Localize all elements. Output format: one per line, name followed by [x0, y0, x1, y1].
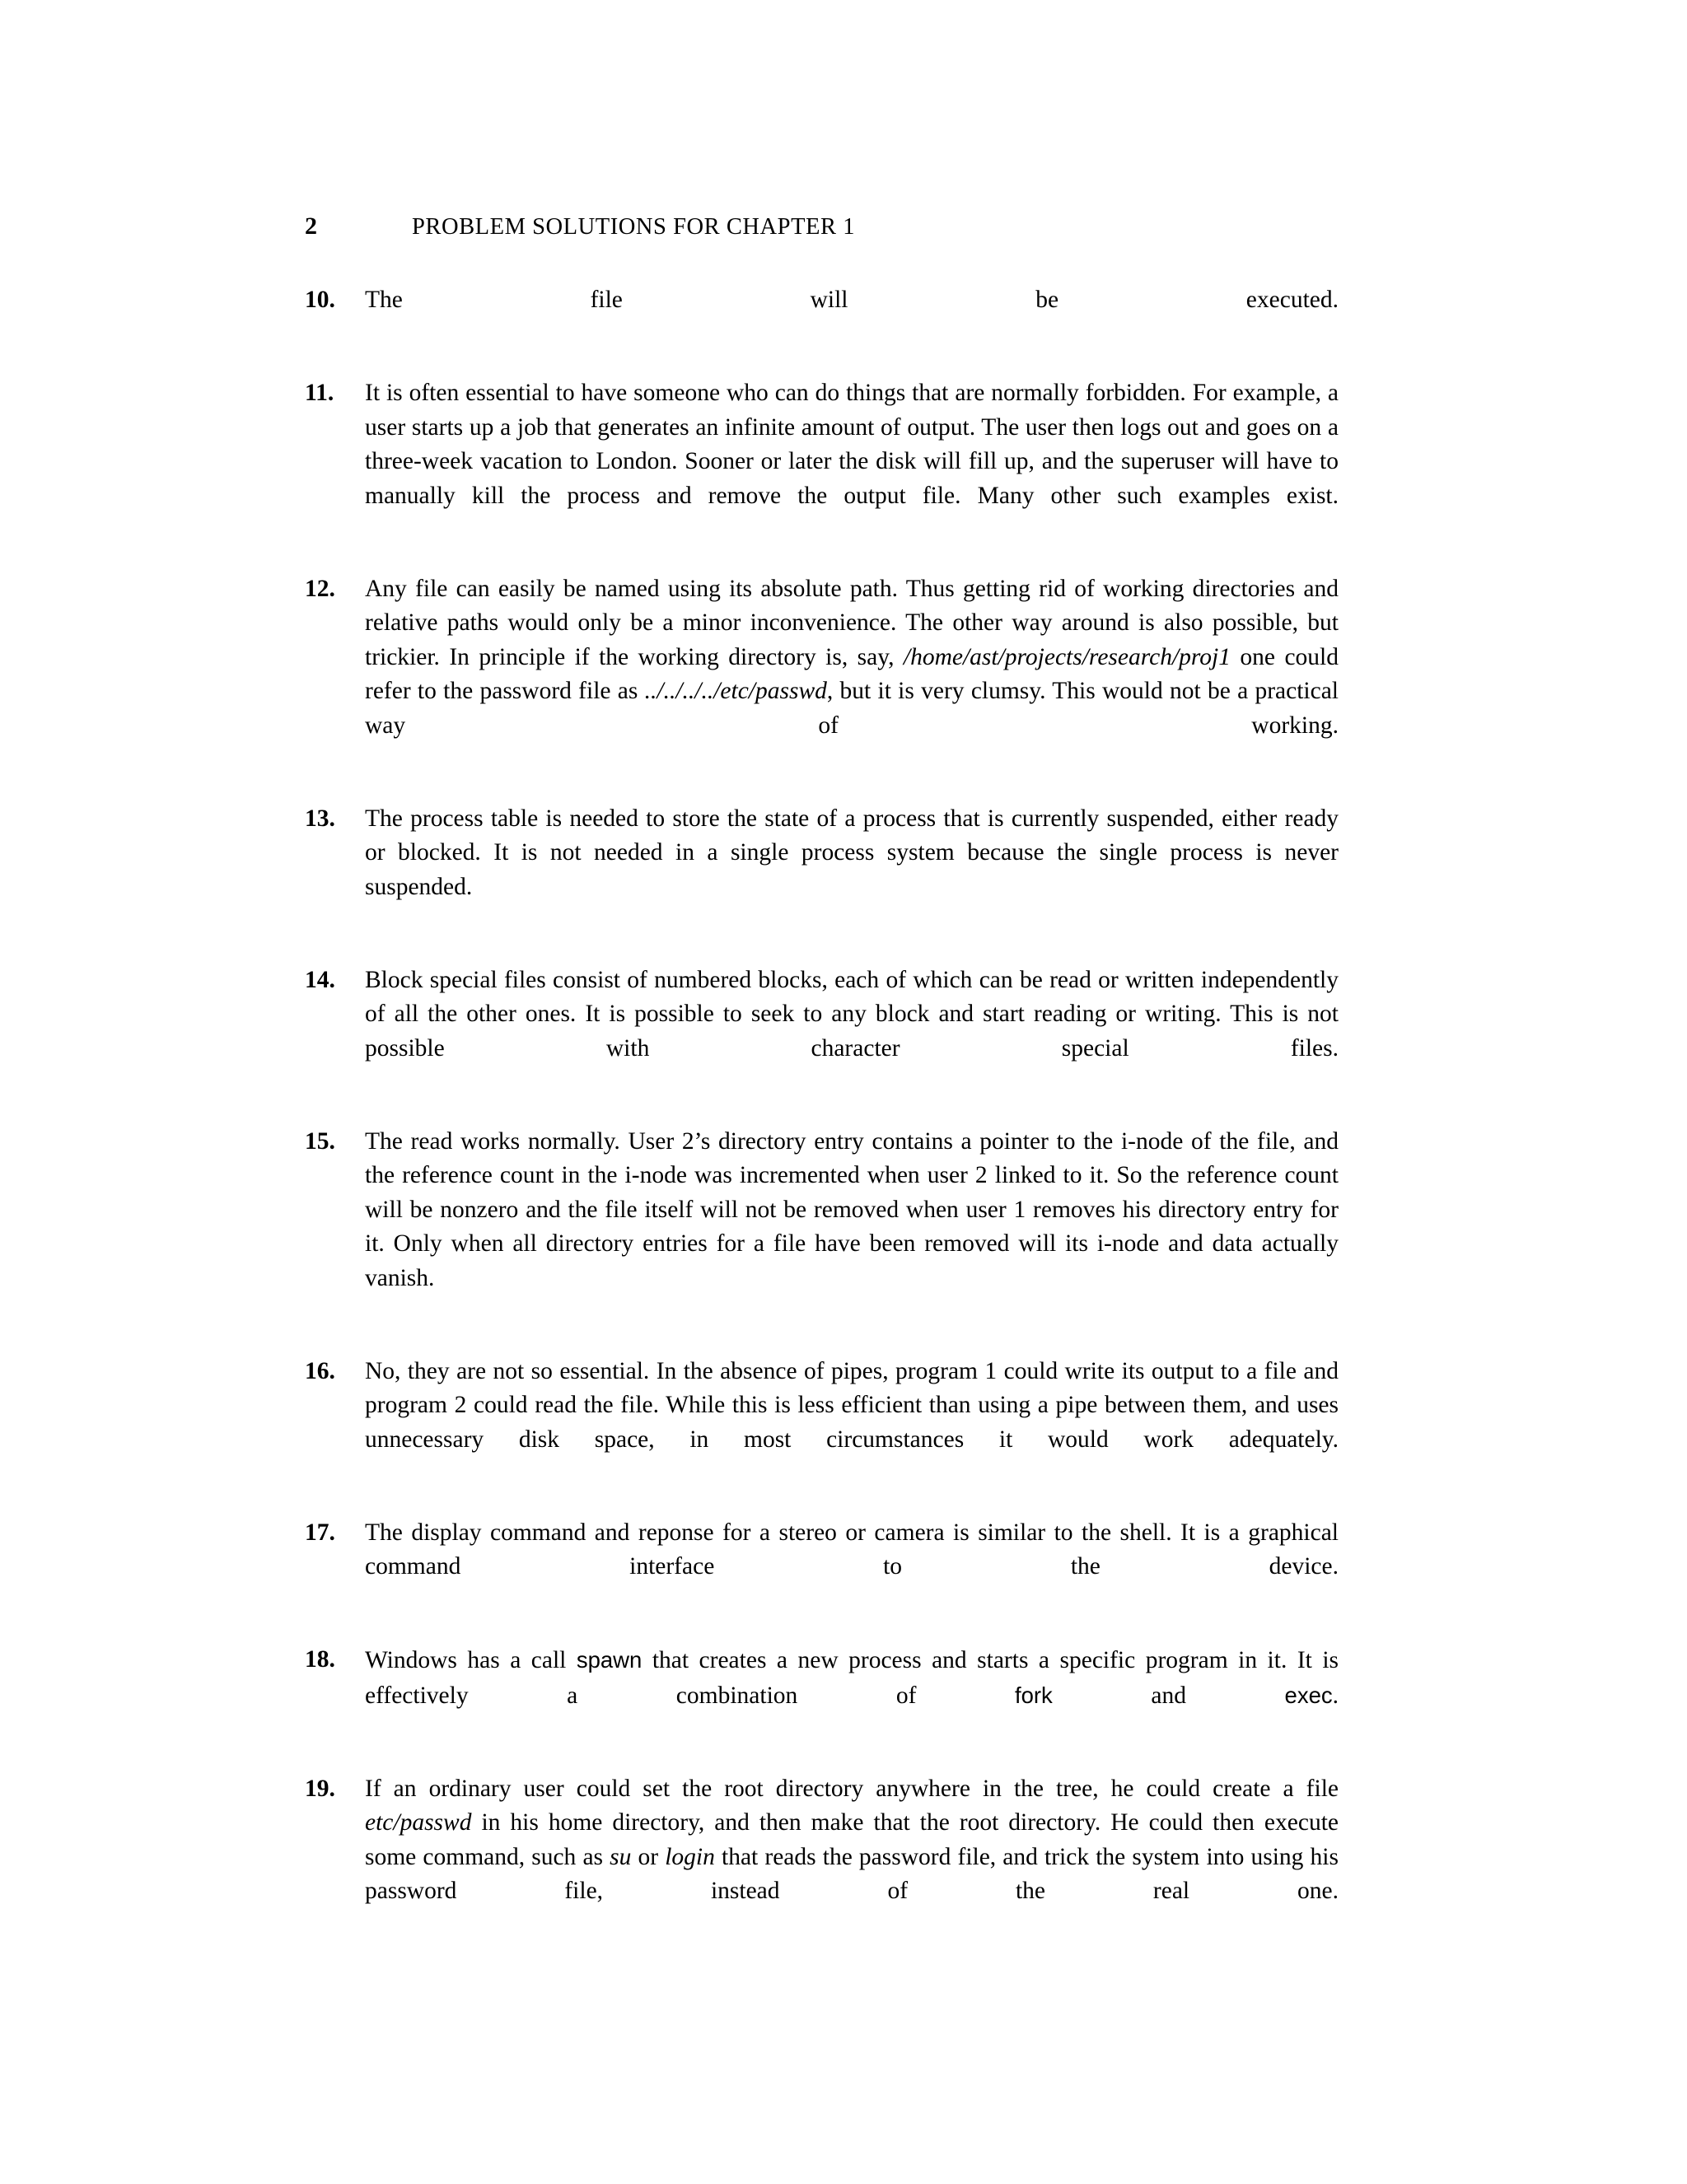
running-head-title: PROBLEM SOLUTIONS FOR CHAPTER 1 [412, 214, 856, 240]
solution-item-19 [305, 1772, 1339, 1944]
syscall-exec: exec [1284, 1682, 1333, 1708]
solution-item-10 [305, 283, 1339, 352]
item-number: 12. [305, 575, 335, 602]
item-number: 14. [305, 966, 335, 993]
item-text: Block special files consist of numbered blocks, each of which can be read or written independently of all the other ones. It is possible to seek to any block and start reading or writing. This is not possible with character special files. [365, 966, 1339, 1062]
item-text [365, 572, 1339, 777]
relative-path-emphasis: ../../../../etc/passwd [644, 678, 827, 704]
syscall-spawn: spawn [576, 1647, 643, 1673]
item-text: The display command and reponse for a stereo or camera is similar to the shell. It is a graphical command interface to the device. [365, 1519, 1339, 1580]
command-su-emphasis: su [610, 1843, 632, 1870]
item-text: It is often essential to have someone who can do things that are normally forbidden. For example, a user starts up a job that generates an infinite amount of output. The user then logs out and goes on a three-week vacation to London. Sooner or later the disk will fill up, and the superuser will have to manually kill the process and remove the output file. Many other such examples exist. [365, 380, 1339, 509]
solution-item-11 [305, 376, 1339, 548]
item-text-segment: in his home directory, and then make that the root directory. He could then execute some command, such as [365, 1809, 1339, 1870]
path-emphasis: /home/ast/projects/research/proj1 [903, 643, 1231, 670]
item-text [365, 1643, 1339, 1748]
item-number: 16. [305, 1357, 335, 1384]
item-text-segment: or [631, 1843, 666, 1870]
solution-item-18 [305, 1643, 1339, 1748]
solution-item-17 [305, 1516, 1339, 1619]
item-text-segment: , but it is very clumsy. This would not be a practical way of working. [365, 678, 1339, 739]
item-text-segment: Windows has a call [365, 1647, 577, 1673]
item-text-segment: If an ordinary user could set the root directory anywhere in the tree, he could create a file [365, 1775, 1339, 1802]
item-number: 19. [305, 1775, 335, 1802]
item-text: No, they are not so essential. In the absence of pipes, program 1 could write its output to a file and program 2 could read the file. While this is less efficient than using a pipe between them, and uses unnecessary disk space, in most circumstances it would work adequately. [365, 1357, 1339, 1453]
page-content [305, 212, 1339, 1943]
solutions-list [305, 283, 1339, 1943]
solution-item-16 [305, 1355, 1339, 1491]
item-text: The read works normally. User 2’s directory entry contains a pointer to the i-node of the file, and the reference count in the i-node was incremented when user 2 linked to it. So the reference count will be nonzero and the file itself will not be removed when user 1 removes his directory entry for it. Only when all directory entries for a file have been removed will its i-node and data actually vanish. [365, 1127, 1339, 1291]
item-text-segment: one could refer to the password file as [365, 643, 1339, 704]
item-number: 18. [305, 1646, 335, 1673]
item-number: 10. [305, 287, 335, 313]
item-number: 15. [305, 1127, 335, 1155]
item-text-segment: that creates a new process and starts a specific program in it. It is effectively a combination of [365, 1647, 1339, 1709]
command-login-emphasis: login [665, 1843, 715, 1870]
item-text-segment: . [1332, 1682, 1339, 1709]
item-text: The file will be executed. [365, 287, 1339, 313]
running-head [305, 212, 1339, 242]
solution-item-14 [305, 964, 1339, 1100]
page-number: 2 [305, 212, 318, 240]
item-text-segment: Any file can easily be named using its absolute path. Thus getting rid of working directories and relative paths would only be a minor inconvenience. The other way around is also possible, but trickier. In principle if the working directory is, say, [365, 575, 1339, 670]
solution-item-12 [305, 572, 1339, 777]
item-text-segment: that reads the password file, and trick the system into using his password file, instead of the real one. [365, 1843, 1339, 1904]
item-number: 13. [305, 805, 335, 832]
item-number: 11. [305, 380, 334, 406]
item-text [365, 1772, 1339, 1944]
file-emphasis: etc/passwd [365, 1809, 472, 1836]
solution-item-15 [305, 1125, 1339, 1330]
item-number: 17. [305, 1519, 335, 1546]
syscall-fork: fork [1014, 1682, 1053, 1708]
item-text-segment: and [1052, 1682, 1285, 1709]
item-text: The process table is needed to store the state of a process that is currently suspended, either ready or blocked. It is not needed in a single process system because the single process is never suspended. [365, 805, 1339, 900]
solution-item-13 [305, 802, 1339, 939]
